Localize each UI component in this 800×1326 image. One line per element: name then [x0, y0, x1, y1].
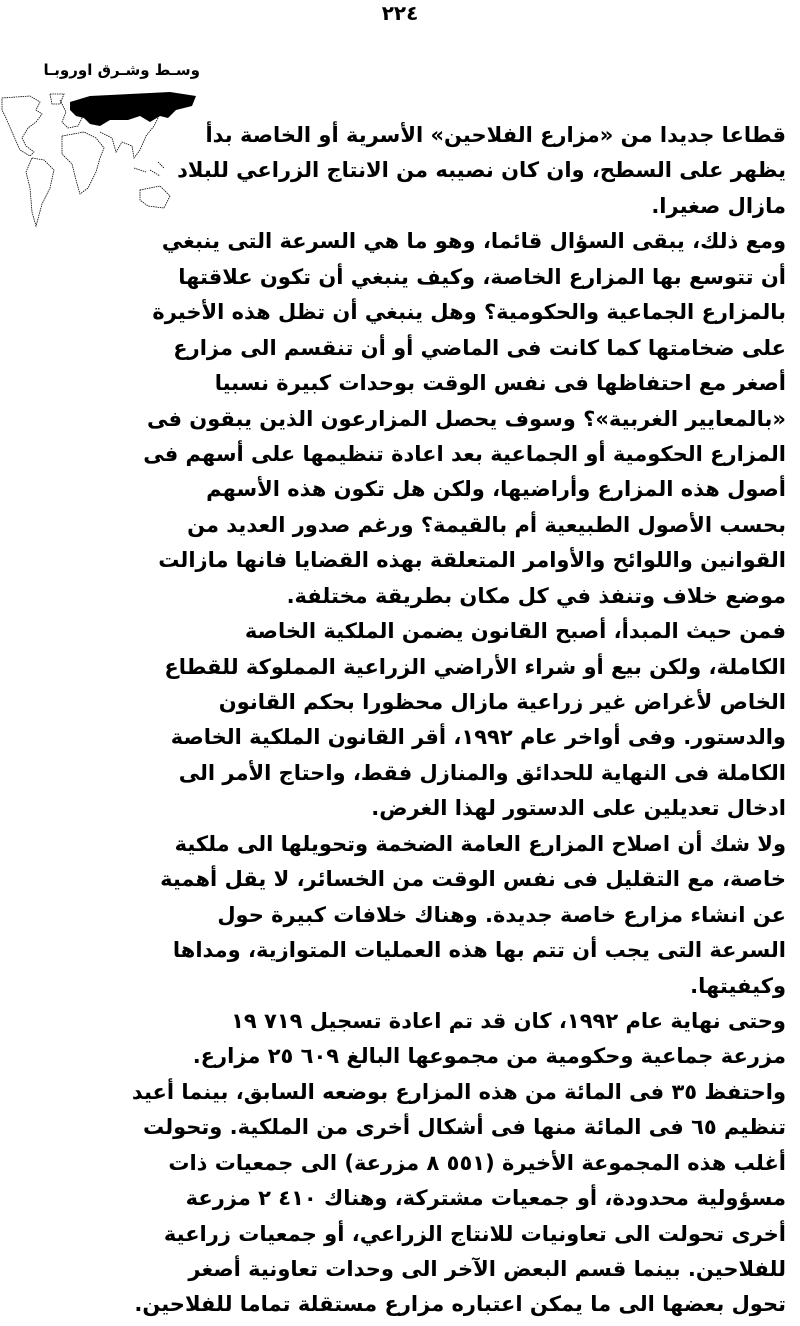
- text-line: تحول بعضها الى ما يمكن اعتباره مزارع مستقلة تماما للفلاحين.: [134, 1292, 786, 1317]
- text-line: أصول هذه المزارع وأراضيها، ولكن هل تكون هذه الأسهم: [206, 477, 786, 502]
- text-line: للفلاحين. بينما قسم البعض الآخر الى وحدات تعاونية أصغر: [188, 1257, 786, 1281]
- text-line: أن تتوسع بها المزارع الخاصة، وكيف ينبغي أن تكون علاقتها: [178, 264, 786, 289]
- text-line: على ضخامتها كما كانت فى الماضي أو أن تنقسم الى مزارع: [173, 335, 786, 360]
- world-map-icon: [0, 92, 200, 232]
- text-line: أغلب هذه المجموعة الأخيرة (٥٥١ ٨ مزرعة) الى جمعيات ذات: [168, 1150, 786, 1175]
- text-line: عن انشاء مزارع خاصة جديدة. وهناك خلافات كبيرة حول: [217, 902, 786, 927]
- text-line: وحتى نهاية عام ١٩٩٢، كان قد تم اعادة تسجيل ٧١٩ ١٩: [231, 1008, 786, 1033]
- text-line: مازال صغيرا.: [651, 193, 786, 218]
- text-line: بالمزارع الجماعية والحكومية؟ وهل ينبغي أن تظل هذه الأخيرة: [152, 300, 786, 325]
- text-line: ولا شك أن اصلاح المزارع العامة الضخمة وتحويلها الى ملكية: [174, 831, 786, 856]
- text-line: ادخال تعديلين على الدستور لهذا الغرض.: [371, 796, 786, 821]
- text-line: السرعة التى يجب أن تتم بها هذه العمليات المتوازية، ومداها: [172, 938, 786, 963]
- text-line: المزارع الحكومية أو الجماعية بعد اعادة تنظيمها على أسهم فى: [143, 441, 786, 466]
- text-line: مزرعة جماعية وحكومية من مجموعها البالغ ٦٠٩ ٢٥ مزارع.: [192, 1044, 786, 1069]
- text-line: موضع خلاف وتنفذ في كل مكان بطريقة مختلفة.: [286, 583, 786, 608]
- text-line: خاصة، مع التقليل فى نفس الوقت من الخسائر، لا يقل أهمية: [160, 867, 786, 892]
- page-number: ٢٢٤: [381, 1, 419, 25]
- text-line: الكاملة فى النهاية للحدائق والمنازل فقط، واحتاج الأمر الى: [178, 760, 786, 785]
- text-line: القوانين واللوائح والأوامر المتعلقة بهذه القضايا فانها مازالت: [158, 548, 786, 573]
- text-line: والدستور. وفى أواخر عام ١٩٩٢، أقر القانون الملكية الخاصة: [170, 725, 786, 750]
- text-line: بحسب الأصول الطبيعية أم بالقيمة؟ ورغم صدور العديد من: [187, 512, 786, 537]
- text-line: «بالمعايير الغربية»؟ وسوف يحصل المزارعون الذين يبقون فى: [146, 406, 786, 431]
- text-line: مسؤولية محدودة، أو جمعيات مشتركة، وهناك ٤١٠ ٢ مزرعة: [185, 1186, 786, 1211]
- text-line: الكاملة، ولكن بيع أو شراء الأراضي الزراعية المملوكة للقطاع: [164, 654, 786, 679]
- text-line: واحتفظ ٣٥ فى المائة من هذه المزارع بوضعه السابق، بينما أعيد: [131, 1079, 786, 1104]
- text-line: فمن حيث المبدأ، أصبح القانون يضمن الملكية الخاصة: [244, 619, 786, 644]
- text-line: الخاص لأغراض غير زراعية مازال محظورا بحكم القانون: [218, 690, 786, 714]
- section-title: وسـط وشـرق اوروبـا: [0, 58, 200, 82]
- text-line: أخرى تحولت الى تعاونيات للانتاج الزراعي، أو جمعيات زراعية: [163, 1221, 786, 1246]
- text-line: يظهر على السطح، وان كان نصيبه من الانتاج الزراعي للبلاد: [177, 158, 786, 183]
- text-line: ومع ذلك، يبقى السؤال قائما، وهو ما هي السرعة التى ينبغي: [161, 229, 786, 254]
- body-text: [131, 118, 786, 1323]
- text-line: أصغر مع احتفاظها فى نفس الوقت بوحدات كبيرة نسبيا: [214, 371, 786, 396]
- text-line: وكيفيتها.: [690, 973, 786, 998]
- highlighted-region: [70, 92, 196, 126]
- text-line: قطاعا جديدا من «مزارع الفلاحين» الأسرية أو الخاصة بدأ: [205, 123, 786, 147]
- text-line: تنظيم ٦٥ فى المائة منها فى أشكال أخرى من الملكية. وتحولت: [143, 1115, 786, 1140]
